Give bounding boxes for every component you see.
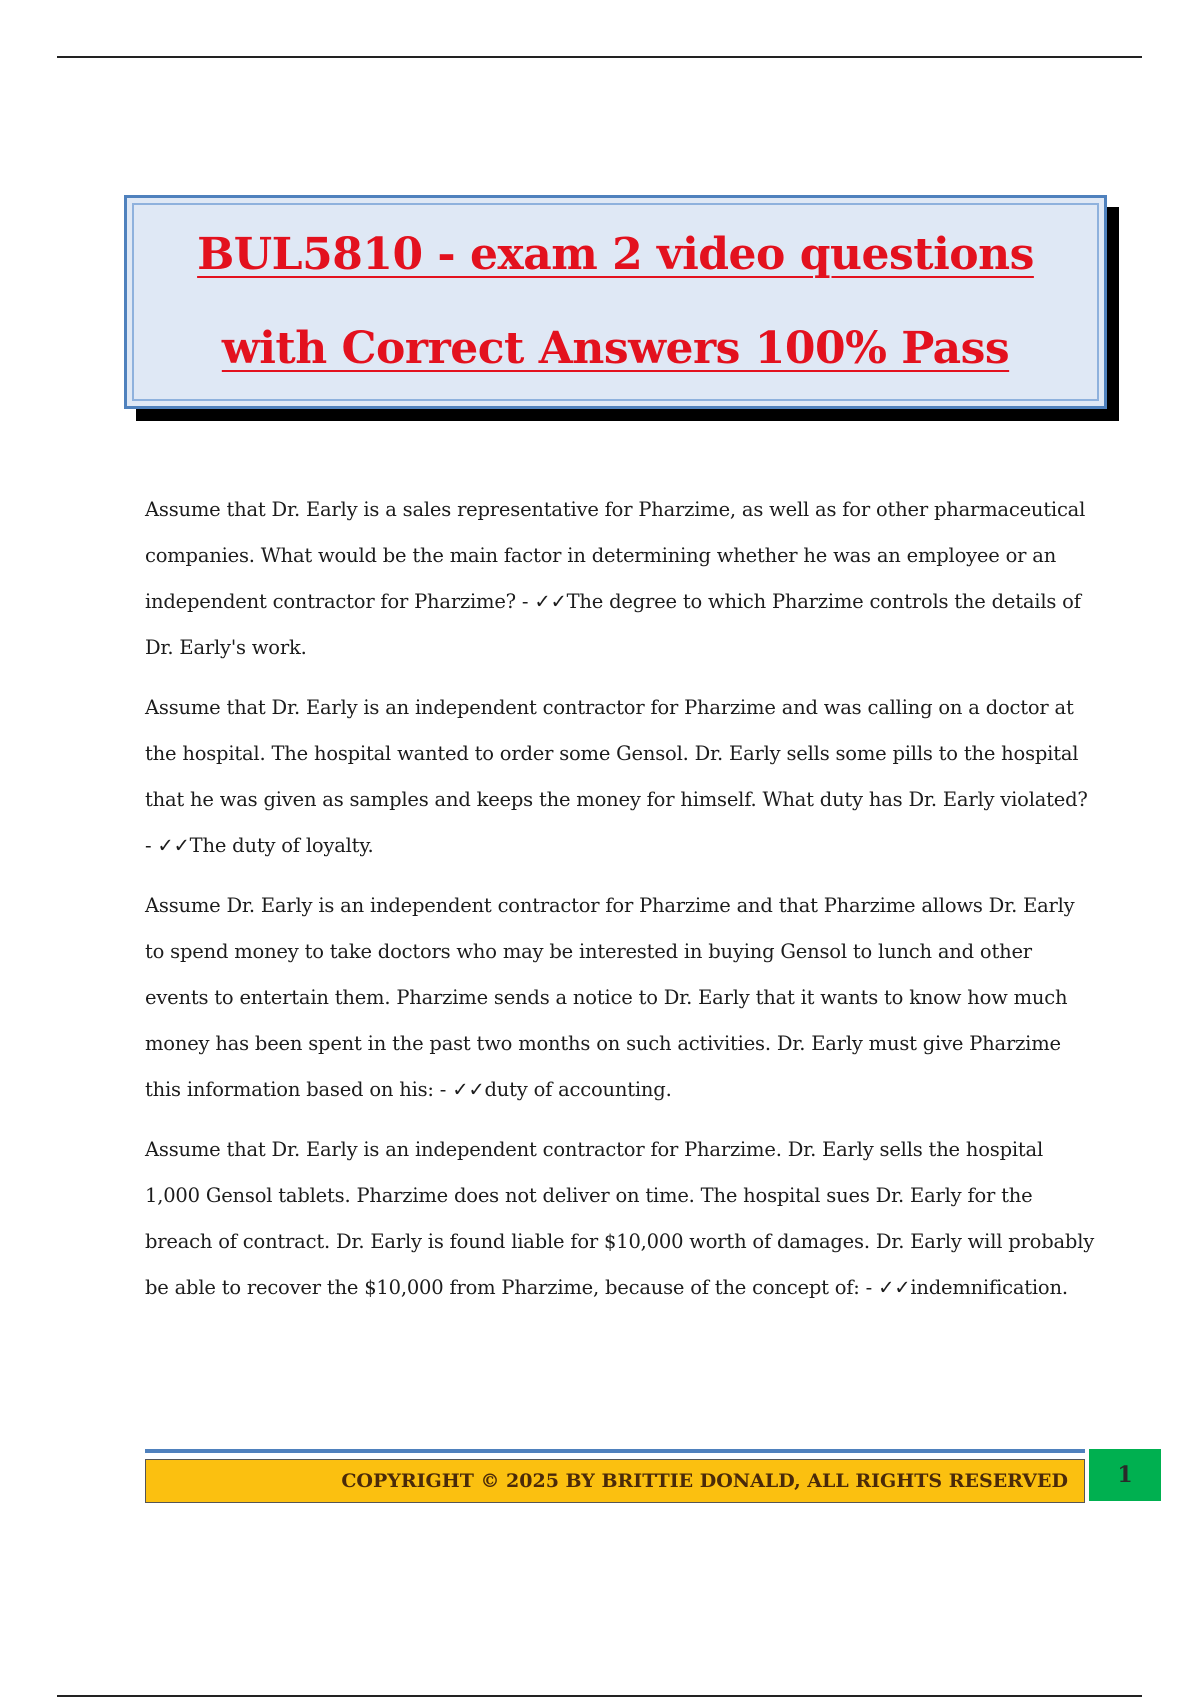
double-check-icon: ✓✓ bbox=[157, 834, 190, 857]
bottom-rule bbox=[57, 1695, 1142, 1697]
title-box bbox=[124, 195, 1107, 409]
page-number: 1 bbox=[1117, 1462, 1133, 1488]
qa-question: Assume Dr. Early is an independent contractor for Pharzime and that Pharzime allows Dr. Early to spend money to take doctors who may be interested in buying Gensol to lunch and other events to entertain them. Pharzime sends a notice to Dr. Early that it wants to know how much money has been spent in the past two months on such activities. Dr. Early must give Pharzime this information based on his: - bbox=[145, 894, 1075, 1101]
qa-item bbox=[145, 685, 1095, 869]
qa-question: Assume that Dr. Early is a sales representative for Pharzime, as well as for other pharmaceutical companies. What would be the main factor in determining whether he was an employee or an independent contractor for Pharzime? - bbox=[145, 498, 1086, 613]
title-line-2: with Correct Answers 100% Pass bbox=[221, 323, 1010, 374]
qa-content bbox=[145, 487, 1095, 1325]
qa-question: Assume that Dr. Early is an independent contractor for Pharzime. Dr. Early sells the hospital 1,000 Gensol tablets. Pharzime does not deliver on time. The hospital sues Dr. Early for the breach of contract. Dr. Early is found liable for $10,000 worth of damages. Dr. Early will probably be able to recover the $10,000 from Pharzime, because of the concept of: - bbox=[145, 1138, 1095, 1299]
top-rule bbox=[57, 56, 1142, 58]
double-check-icon: ✓✓ bbox=[534, 590, 567, 613]
qa-question: Assume that Dr. Early is an independent contractor for Pharzime and was calling on a doctor at the hospital. The hospital wanted to order some Gensol. Dr. Early sells some pills to the hospital that he was given as samples and keeps the money for himself. What duty has Dr. Early violated? - bbox=[145, 696, 1088, 857]
qa-item bbox=[145, 1127, 1095, 1311]
copyright-text: COPYRIGHT © 2025 BY BRITTIE DONALD, ALL RIGHTS RESERVED bbox=[341, 1470, 1068, 1492]
qa-item bbox=[145, 883, 1095, 1113]
page-number-badge bbox=[1089, 1449, 1161, 1501]
double-check-icon: ✓✓ bbox=[452, 1078, 485, 1101]
qa-item bbox=[145, 487, 1095, 671]
copyright-bar bbox=[145, 1459, 1085, 1503]
double-check-icon: ✓✓ bbox=[878, 1276, 911, 1299]
title-line-1: BUL5810 - exam 2 video questions bbox=[197, 229, 1034, 280]
footer-rule bbox=[145, 1449, 1085, 1453]
qa-answer: duty of accounting. bbox=[484, 1078, 672, 1101]
qa-answer: The degree to which Pharzime controls the details of Dr. Early's work. bbox=[145, 590, 1081, 659]
title-banner bbox=[124, 195, 1107, 409]
footer-band bbox=[145, 1449, 1085, 1505]
qa-answer: The duty of loyalty. bbox=[189, 834, 374, 857]
qa-answer: indemnification. bbox=[910, 1276, 1068, 1299]
